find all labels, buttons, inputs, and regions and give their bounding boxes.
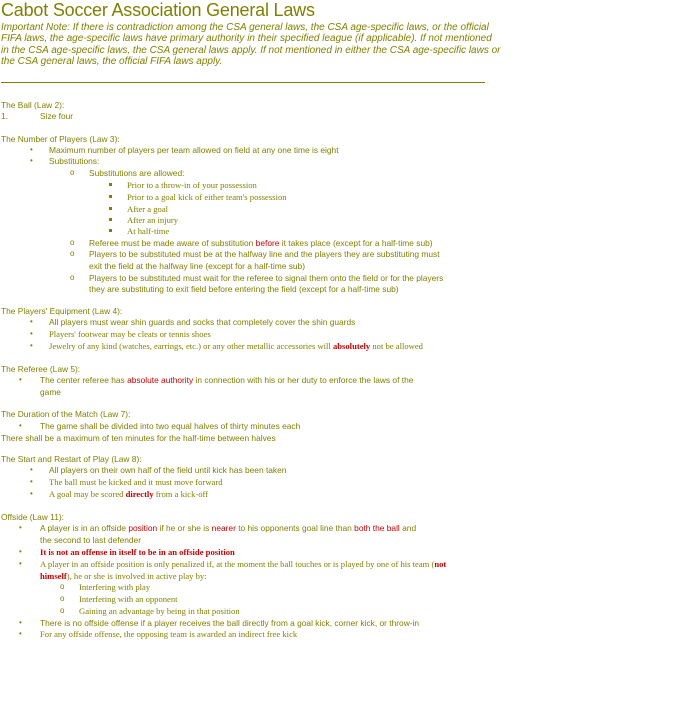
subs-when-item: At half-time	[127, 226, 170, 236]
active-play-item: Interfering with an opponent	[79, 594, 178, 604]
players-max: Maximum number of players per team allowed on field at any one time is eight	[49, 145, 339, 155]
halfway-rule-line1: Players to be substituted must be at the halfway line and the players they are substituting must	[89, 249, 440, 259]
equipment-heading: The Players' Equipment (Law 4):	[1, 306, 123, 316]
page-title: Cabot Soccer Association General Laws	[1, 0, 315, 20]
referee-authority-line2: game	[40, 387, 61, 397]
ball-item-number: 1.	[1, 111, 8, 121]
divider	[1, 82, 485, 83]
square-bullet-icon	[109, 218, 112, 221]
important-note: Important Note: If there is contradiction among the CSA general laws, the CSA age-specific laws, or the official FIFA laws, the age-specific laws have primary authority in their specified league (if applicable). If not mentioned in the CSA age-specific laws, the CSA general laws apply. If not mentioned in either the CSA age-specific laws or the CSA general laws, the official FIFA laws apply.	[1, 22, 501, 68]
equipment-footwear: Players' footwear may be cleats or tennis shoes	[49, 329, 211, 339]
equipment-jewelry: Jewelry of any kind (watches, earrings, etc.) or any other metallic accessories will absolutely not be allowed	[49, 341, 423, 351]
square-bullet-icon	[109, 195, 112, 198]
offside-penalized-line2: himself), he or she is involved in active play by:	[40, 571, 207, 581]
offside-no-offense: There is no offside offense if a player receives the ball directly from a goal kick, corner kick, or throw-in	[40, 618, 420, 628]
referee-authority: The center referee has absolute authority in connection with his or her duty to enforce the laws of the	[40, 375, 414, 385]
circle-bullet-icon: o	[70, 238, 75, 247]
referee-aware: Referee must be made aware of substitution before it takes place (except for a half-time sub)	[89, 238, 433, 248]
bullet-icon: •	[19, 375, 22, 384]
bullet-icon: •	[30, 465, 33, 474]
referee-heading: The Referee (Law 5):	[1, 364, 81, 374]
duration-heading: The Duration of the Match (Law 7):	[1, 409, 131, 419]
halfway-rule-line2: exit the field at the halfway line (except for a half-time sub)	[89, 261, 305, 271]
circle-bullet-icon: o	[60, 606, 65, 615]
circle-bullet-icon: o	[60, 594, 65, 603]
bullet-icon: •	[30, 145, 33, 154]
active-play-item: Gaining an advantage by being in that position	[79, 606, 240, 616]
start-heading: The Start and Restart of Play (Law 8):	[1, 454, 142, 464]
wait-rule-line1: Players to be substituted must wait for the referee to signal them onto the field or for the players	[89, 273, 444, 283]
duration-halftime: There shall be a maximum of ten minutes for the half-time between halves	[1, 433, 276, 443]
offside-heading: Offside (Law 11):	[1, 512, 64, 522]
bullet-icon: •	[19, 523, 22, 532]
start-own-half: All players on their own half of the field until kick has been taken	[49, 465, 287, 475]
circle-bullet-icon: o	[70, 273, 75, 282]
bullet-icon: •	[19, 559, 22, 568]
subs-when-item: Prior to a goal kick of either team's possession	[127, 192, 287, 202]
square-bullet-icon	[109, 183, 112, 186]
bullet-icon: •	[19, 618, 22, 627]
subs-when-item: After a goal	[127, 204, 169, 214]
start-goal: A goal may be scored directly from a kick-off	[49, 489, 209, 499]
subs-when-item: Prior to a throw-in of your possession	[127, 180, 257, 190]
square-bullet-icon	[109, 207, 112, 210]
offside-position-line2: the second to last defender	[40, 535, 142, 545]
bullet-icon: •	[19, 421, 22, 430]
circle-bullet-icon: o	[60, 582, 65, 591]
ball-heading: The Ball (Law 2):	[1, 100, 65, 110]
bullet-icon: •	[30, 317, 33, 326]
players-heading: The Number of Players (Law 3):	[1, 134, 120, 144]
bullet-icon: •	[30, 489, 33, 498]
duration-halves: The game shall be divided into two equal halves of thirty minutes each	[40, 421, 301, 431]
wait-rule-line2: they are substituting to exit field before entering the field (except for a half-time sub)	[89, 284, 399, 294]
ball-item: Size four	[40, 111, 74, 121]
offside-free-kick: For any offside offense, the opposing team is awarded an indirect free kick	[40, 629, 298, 639]
offside-position: A player is in an offside position if he or she is nearer to his opponents goal line than both the ball and	[40, 523, 417, 533]
square-bullet-icon	[109, 229, 112, 232]
bullet-icon: •	[19, 547, 22, 556]
bullet-icon: •	[30, 329, 33, 338]
start-forward: The ball must be kicked and it must move forward	[49, 477, 223, 487]
bullet-icon: •	[30, 156, 33, 165]
circle-bullet-icon: o	[70, 168, 75, 177]
subs-allowed: Substitutions are allowed:	[89, 168, 185, 178]
offside-not-offense: It is not an offense in itself to be in an offside position	[40, 547, 235, 557]
bullet-icon: •	[30, 477, 33, 486]
bullet-icon: •	[30, 341, 33, 350]
players-subs: Substitutions:	[49, 156, 100, 166]
circle-bullet-icon: o	[70, 249, 75, 258]
equipment-guards: All players must wear shin guards and socks that completely cover the shin guards	[49, 317, 356, 327]
bullet-icon: •	[19, 629, 22, 638]
offside-penalized: A player in an offside position is only penalized if, at the moment the ball touches or is played by one of his team (not	[40, 559, 447, 569]
active-play-item: Interfering with play	[79, 582, 151, 592]
subs-when-item: After an injury	[127, 215, 179, 225]
